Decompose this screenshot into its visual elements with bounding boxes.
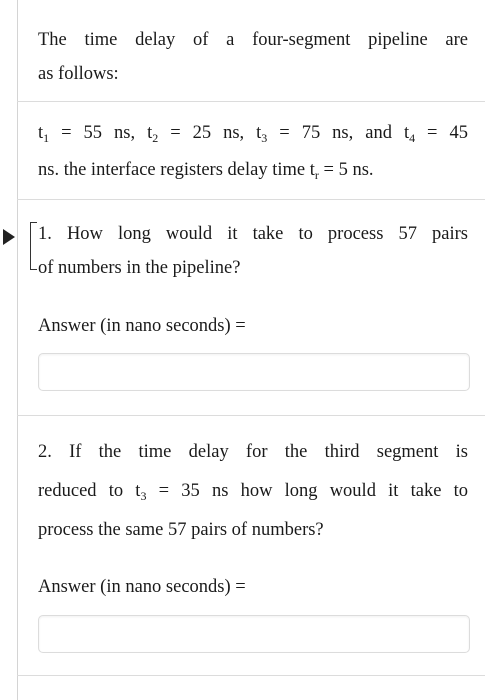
divider [17, 199, 485, 200]
intro-line-2: as follows: [38, 64, 119, 84]
q2-answer-input[interactable] [38, 615, 470, 653]
play-arrow-icon [3, 229, 15, 245]
bracket-icon [30, 222, 37, 270]
q2-line-1: 2. If the time delay for the third segment is [38, 442, 468, 462]
q2-line-3: process the same 57 pairs of numbers? [38, 520, 324, 540]
intro-line-1: The time delay of a four-segment pipeline are [38, 30, 468, 50]
divider [17, 675, 485, 676]
q1-answer-input[interactable] [38, 353, 470, 391]
q1-answer-label: Answer (in nano seconds) = [38, 316, 246, 336]
divider [17, 101, 485, 102]
delays-line-1: $t_1 = 55$ ns, $t_2 = 25$ ns, $t_3 = 75$ ns, and $t_4 = 45$ [38, 123, 468, 145]
divider [17, 415, 485, 416]
q2-line-2: reduced to $t_3 = 35$ ns how long would it take to [38, 481, 468, 503]
q1-line-2: of numbers in the pipeline? [38, 258, 241, 278]
delays-line-2: ns. the interface registers delay time $t_r = 5$ ns. [38, 160, 374, 182]
q1-line-1: 1. How long would it take to process 57 pairs [38, 224, 468, 244]
q2-answer-label: Answer (in nano seconds) = [38, 577, 246, 597]
